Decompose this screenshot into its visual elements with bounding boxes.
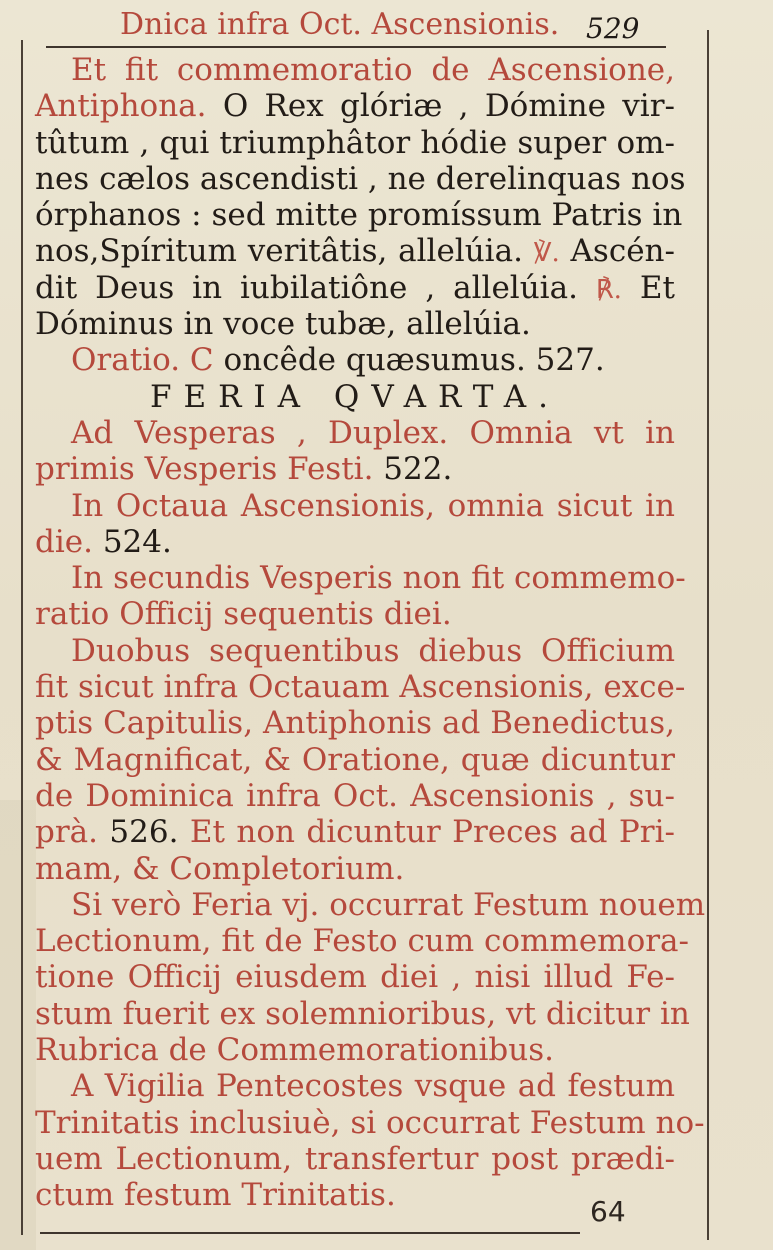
text-line — [35, 923, 690, 960]
text-span: dit Deus in iubilatiône , allelúia. — [35, 269, 596, 306]
text-span: Oratio. C — [71, 342, 214, 379]
text-span: uem Lectionum, transfertur post prædi- — [35, 1140, 675, 1177]
text-line — [35, 851, 675, 887]
text-span: In secundis Vesperis non fit commemo- — [71, 560, 686, 597]
text-span: prà. — [35, 814, 98, 851]
text-line — [35, 379, 675, 415]
text-span: 522. — [373, 451, 453, 488]
text-span: Ad Vesperas , Duplex. Omnia vt in — [71, 414, 675, 451]
text-line — [35, 342, 675, 378]
text-span: ptis Capitulis, Antiphonis ad Benedictus, — [35, 705, 675, 742]
text-span: de Dominica infra Oct. Ascensionis , su- — [35, 777, 675, 814]
text-span: tûtum , qui triumphâtor hódie super om- — [35, 124, 675, 161]
text-line — [35, 669, 686, 706]
page-number: 529 — [586, 12, 640, 45]
text-span: die. — [35, 523, 93, 560]
text-span: mam, & Completorium. — [35, 850, 405, 887]
text-span: Lectionum, fit de Festo cum commemora- — [35, 923, 690, 960]
text-span: oncêde quæsumus. 527. — [213, 342, 605, 379]
text-line — [35, 778, 675, 814]
text-line — [35, 270, 675, 306]
text-line — [35, 1068, 675, 1104]
text-span: Dóminus in voce tubæ, allelúia. — [35, 306, 531, 343]
text-span: nos,Spíritum veritâtis, allelúia. — [35, 233, 534, 270]
text-line — [35, 1032, 675, 1068]
running-header — [120, 7, 680, 45]
text-span: 524. — [92, 523, 172, 560]
torn-edge — [0, 800, 36, 1250]
text-span: órphanos : sed mitte promíssum Patris in — [35, 197, 683, 234]
footer-rule — [40, 1232, 580, 1234]
text-line — [35, 125, 675, 161]
text-line — [35, 995, 690, 1032]
text-span: nes cælos ascendisti , ne derelinquas nos — [35, 160, 686, 197]
text-line — [35, 814, 675, 850]
text-line — [35, 633, 675, 669]
text-line — [35, 524, 675, 560]
right-border-rule — [707, 30, 709, 1240]
versicle-sign: ℣. — [533, 238, 560, 269]
text-span: A Vigilia Pentecostes vsque ad festum — [71, 1068, 675, 1105]
text-line — [35, 88, 675, 124]
text-line — [35, 52, 675, 88]
text-span: FERIA QVARTA. — [149, 378, 561, 415]
text-line — [35, 451, 675, 487]
text-line — [35, 1177, 675, 1213]
text-span: Antiphona. — [35, 88, 207, 125]
text-span: Et fit commemoratio de Ascensione, — [71, 52, 675, 88]
text-span: O Rex glóriæ , Dómine vir- — [206, 88, 675, 125]
versicle-sign: ℟. — [595, 274, 622, 305]
header-rule — [46, 46, 666, 48]
text-line — [35, 233, 675, 269]
text-span: tione Officij eiusdem diei , nisi illud Fe- — [35, 959, 675, 996]
text-span: Rubrica de Commemorationibus. — [35, 1032, 554, 1069]
text-line — [35, 742, 675, 778]
text-span: ratio Officij sequentis diei. — [35, 596, 452, 633]
text-span: stum fuerit ex solemnioribus, vt dicitur in — [35, 995, 690, 1032]
text-span: Duobus sequentibus diebus Officium — [71, 632, 675, 669]
text-span: fit sicut infra Octauam Ascensionis, exce- — [35, 669, 686, 706]
text-span: primis Vesperis Festi. — [35, 451, 374, 488]
left-border-rule — [21, 40, 23, 1235]
text-span: Trinitatis inclusiuè, si occurrat Festum no- — [35, 1104, 705, 1141]
text-line — [35, 1141, 675, 1177]
text-line — [35, 306, 675, 342]
text-span: Et — [621, 269, 675, 306]
text-span: Si verò Feria vj. occurrat Festum nouem — [71, 886, 706, 923]
text-line — [35, 1104, 705, 1141]
text-line — [35, 705, 675, 741]
text-span: 526. — [98, 814, 179, 851]
text-line — [35, 596, 675, 632]
text-span: In Octaua Ascensionis, omnia sicut in — [71, 487, 675, 524]
text-span: ctum festum Trinitatis. — [35, 1177, 396, 1214]
text-line — [35, 560, 686, 597]
handwritten-number: 64 — [590, 1195, 626, 1228]
text-span: & Magnificat, & Oratione, quæ dicuntur — [35, 741, 675, 778]
header-title: Dnica infra Oct. Ascensionis. — [120, 7, 560, 42]
text-line — [35, 959, 675, 995]
text-line — [35, 197, 683, 234]
text-line — [35, 415, 675, 451]
text-span: Et non dicuntur Preces ad Pri- — [178, 814, 675, 851]
text-line — [35, 160, 686, 197]
text-line — [35, 886, 706, 923]
text-span: Ascén- — [559, 233, 675, 270]
text-line — [35, 488, 675, 524]
body-text — [35, 52, 706, 1214]
